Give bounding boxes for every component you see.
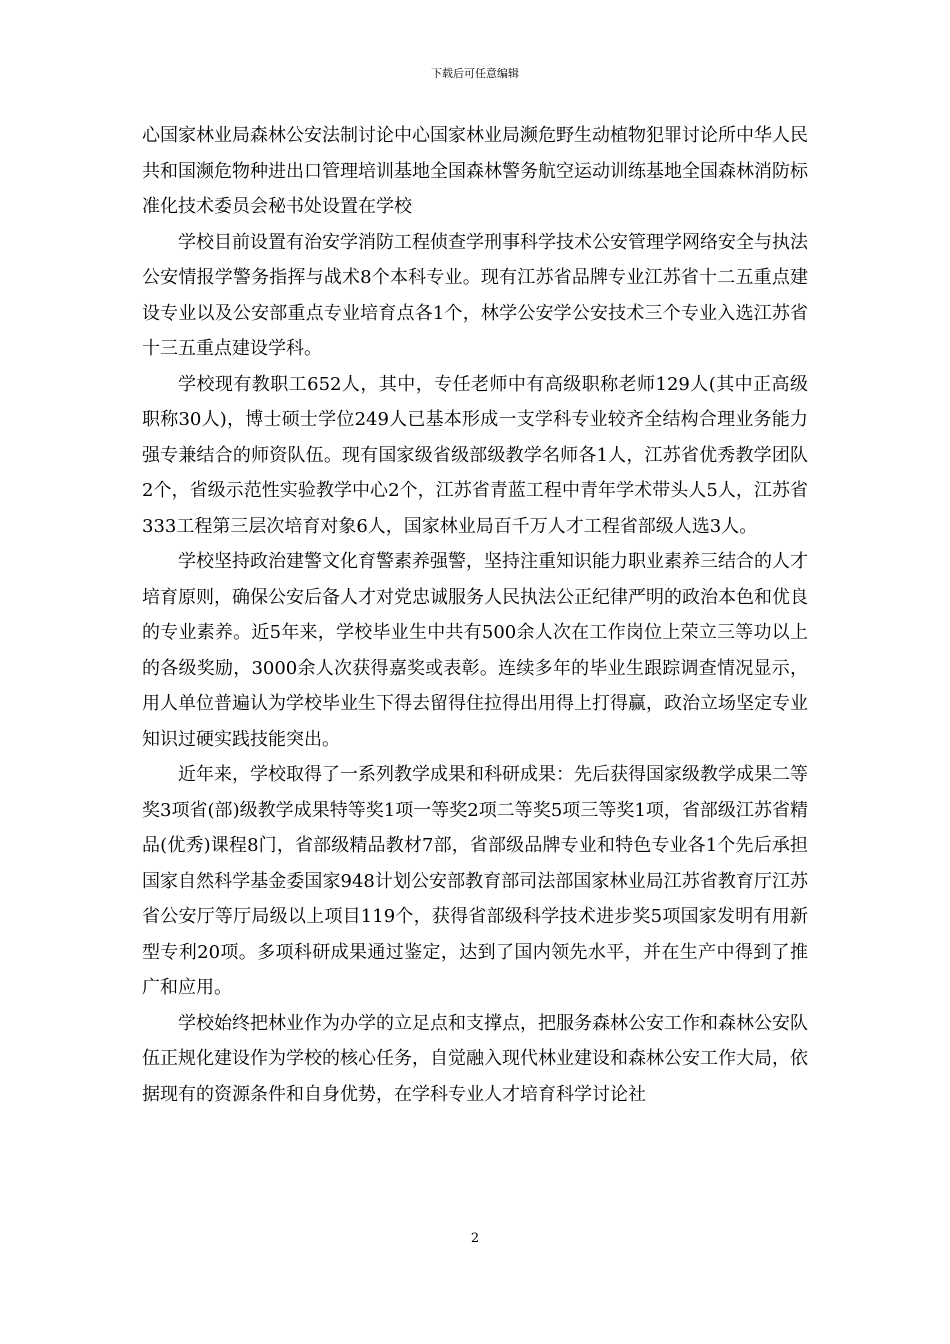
page-header: 下载后可任意编辑 — [431, 67, 519, 80]
paragraph-3: 学校现有教职工652人，其中，专任老师中有高级职称老师129人(其中正高级职称30人)，博士硕士学位249人已基本形成一支学科专业较齐全结构合理业务能力强专兼结合的师资队伍。现有国家级省级部级教学名师各1人，江苏省优秀教学团队2个，省级示范性实验教学中心2个，江苏省青蓝工程中青年学术带头人5人，江苏省333工程第三层次培育对象6人，国家林业局百千万人才工程省部级人选3人。 — [142, 373, 808, 537]
paragraph-6: 学校始终把林业作为办学的立足点和支撑点，把服务森林公安工作和森林公安队伍正规化建设作为学校的核心任务，自觉融入现代林业建设和森林公安工作大局，依据现有的资源条件和自身优势，在学科专业人才培育科学讨论社 — [142, 1012, 808, 1105]
paragraph-2: 学校目前设置有治安学消防工程侦查学刑事科学技术公安管理学网络安全与执法公安情报学警务指挥与战术8个本科专业。现有江苏省品牌专业江苏省十二五重点建设专业以及公安部重点专业培育点各1个，林学公安学公安技术三个专业入选江苏省十三五重点建设学科。 — [142, 231, 808, 359]
paragraph-1: 心国家林业局森林公安法制讨论中心国家林业局濒危野生动植物犯罪讨论所中华人民共和国濒危物种进出口管理培训基地全国森林警务航空运动训练基地全国森林消防标准化技术委员会秘书处设置在学校 — [142, 125, 808, 217]
paragraph-5: 近年来，学校取得了一系列教学成果和科研成果：先后获得国家级教学成果二等奖3项省(部)级教学成果特等奖1项一等奖2项二等奖5项三等奖1项，省部级江苏省精品(优秀)课程8门，省部级精品教材7部，省部级品牌专业和特色专业各1个先后承担国家自然科学基金委国家948计划公安部教育部司法部国家林业局江苏省教育厅江苏省公安厅等厅局级以上项目119个，获得省部级科学技术进步奖5项国家发明有用新型专利20项。多项科研成果通过鉴定，达到了国内领先水平，并在生产中得到了推广和应用。 — [142, 764, 808, 998]
document-body — [142, 118, 808, 1112]
paragraph-4: 学校坚持政治建警文化育警素养强警，坚持注重知识能力职业素养三结合的人才培育原则，确保公安后备人才对党忠诚服务人民执法公正纪律严明的政治本色和优良的专业素养。近5年来，学校毕业生中共有500余人次在工作岗位上荣立三等功以上的各级奖励，3000余人次获得嘉奖或表彰。连续多年的毕业生跟踪调查情况显示，用人单位普遍认为学校毕业生下得去留得住拉得出用得上打得赢，政治立场坚定专业知识过硬实践技能突出。 — [142, 551, 808, 750]
page-number: 2 — [470, 1231, 480, 1246]
